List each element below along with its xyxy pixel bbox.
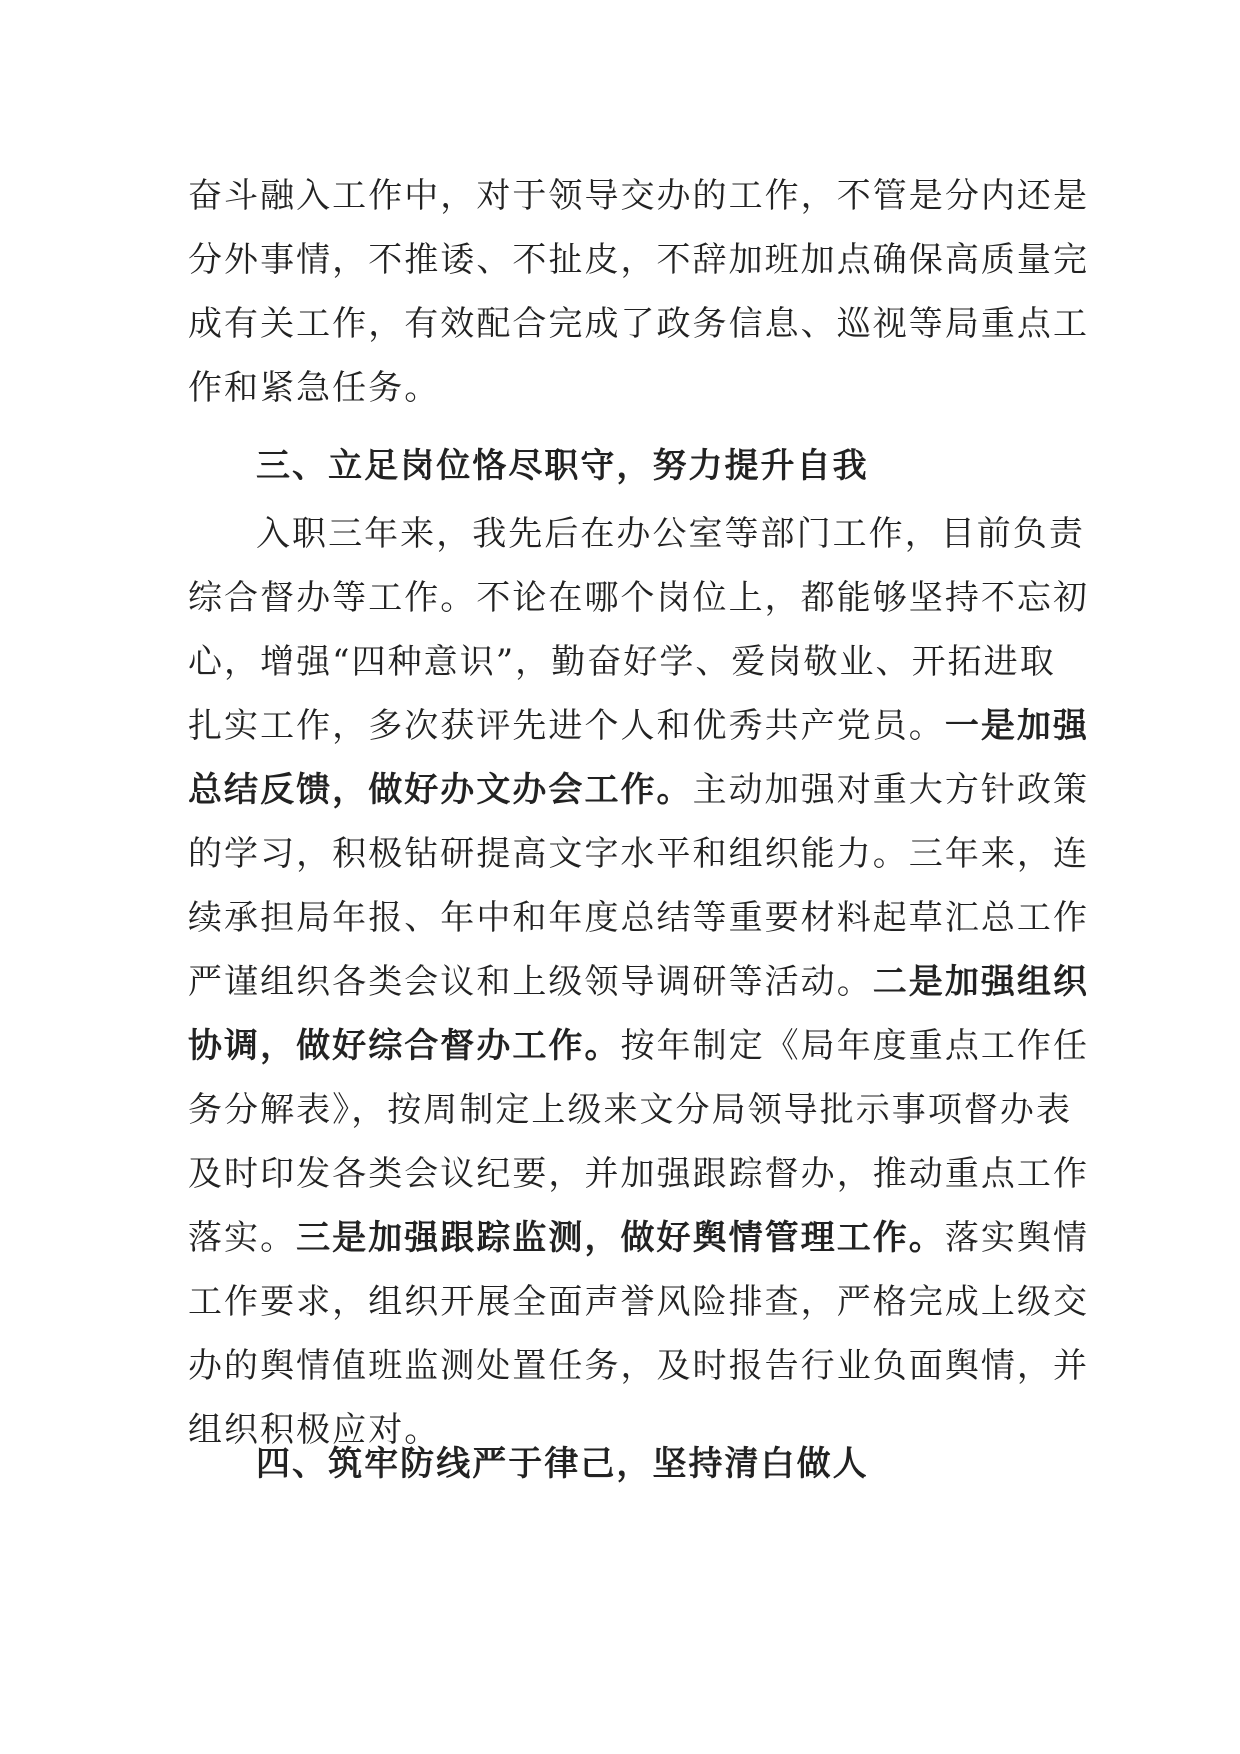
section-heading-text: 三、立足岗位恪尽职守，努力提升自我 [256, 446, 869, 486]
paragraph-line: 续承担局年报、年中和年度总结等重要材料起草汇总工作 [188, 898, 1089, 938]
bold-point-2-end: 协调，做好综合督办工作。 [188, 1026, 621, 1066]
line-text: 落实。 [188, 1218, 297, 1258]
paragraph-line: 心，增强“四种意识”，勤奋好学、爱岗敬业、开拓进取 [188, 642, 1056, 682]
paragraph-line [188, 950, 1090, 1014]
bold-point-2-start: 二是加强组织 [872, 962, 1090, 1002]
paragraph-line: 奋斗融入工作中，对于领导交办的工作，不管是分内还是 [188, 176, 1089, 216]
section-heading-3 [188, 434, 1053, 498]
line-text: 按年制定《局年度重点工作任 [620, 1026, 1090, 1066]
paragraph-line: 组织积极应对。 [188, 1410, 441, 1450]
paragraph-line: 作和紧急任务。 [188, 368, 441, 408]
paragraph-line: 及时印发各类会议纪要，并加强跟踪督办，推动重点工作 [188, 1154, 1089, 1194]
paragraph-line: 办的舆情值班监测处置任务，及时报告行业负面舆情，并 [188, 1346, 1089, 1386]
paragraph-line: 综合督办等工作。不论在哪个岗位上，都能够坚持不忘初 [188, 578, 1089, 618]
paragraph-line [188, 758, 1090, 822]
paragraph-line: 分外事情，不推诿、不扯皮，不辞加班加点确保高质量完 [188, 240, 1089, 280]
bold-point-3: 三是加强跟踪监测，做好舆情管理工作。 [296, 1218, 945, 1258]
paragraph-line: 入职三年来，我先后在办公室等部门工作，目前负责 [256, 514, 1085, 554]
line-text: 扎实工作，多次获评先进个人和优秀共产党员。 [188, 706, 945, 746]
paragraph-line: 成有关工作，有效配合完成了政务信息、巡视等局重点工 [188, 304, 1089, 344]
paragraph-continuation [188, 164, 1089, 420]
section-heading-4 [188, 1432, 1053, 1496]
bold-point-1-end: 总结反馈，做好办文办会工作。 [188, 770, 693, 810]
bold-point-1-start: 一是加强 [944, 706, 1090, 746]
paragraph-line: 工作要求，组织开展全面声誉风险排查，严格完成上级交 [188, 1282, 1089, 1322]
line-text: 落实舆情 [944, 1218, 1090, 1258]
paragraph-line [188, 1206, 1090, 1270]
paragraph-line [188, 694, 1090, 758]
paragraph-section-3 [188, 502, 1090, 1462]
paragraph-line: 的学习，积极钻研提高文字水平和组织能力。三年来，连 [188, 834, 1089, 874]
paragraph-line: 务分解表》，按周制定上级来文分局领导批示事项督办表 [188, 1090, 1072, 1130]
paragraph-line [188, 1014, 1090, 1078]
line-text: 严谨组织各类会议和上级领导调研等活动。 [188, 962, 873, 1002]
line-text: 主动加强对重大方针政策 [692, 770, 1090, 810]
section-heading-text: 四、筑牢防线严于律己，坚持清白做人 [256, 1444, 869, 1484]
